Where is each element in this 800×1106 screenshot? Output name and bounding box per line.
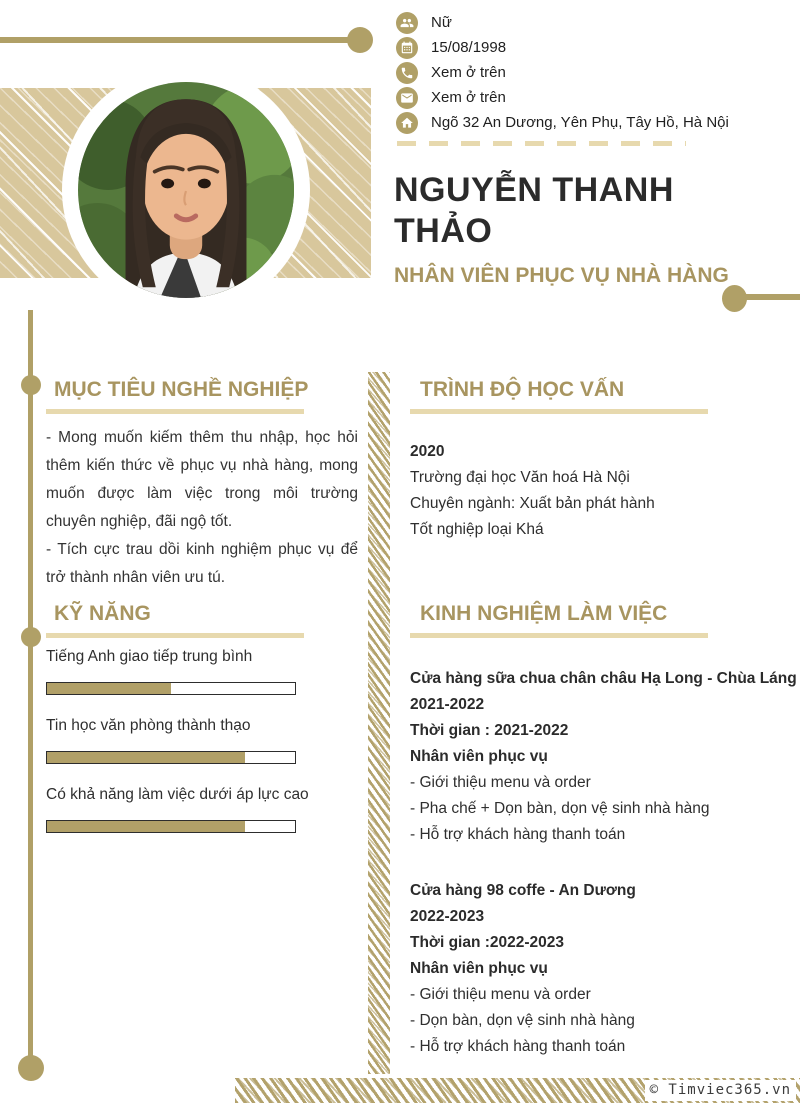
dashed-separator bbox=[397, 141, 686, 146]
job-years: 2022-2023 bbox=[410, 908, 485, 925]
objective-underline bbox=[46, 409, 304, 414]
mail-icon bbox=[396, 87, 418, 109]
contact-item-gender bbox=[396, 10, 729, 35]
job-time: Thời gian :2022-2023 bbox=[410, 934, 565, 951]
job-entry bbox=[410, 666, 797, 848]
contact-address-value: Ngõ 32 An Dương, Yên Phụ, Tây Hồ, Hà Nội bbox=[431, 114, 729, 131]
rail-dot-objective bbox=[21, 375, 41, 395]
phone-icon bbox=[396, 62, 418, 84]
job-time: Thời gian : 2021-2022 bbox=[410, 722, 569, 739]
gender-icon bbox=[396, 12, 418, 34]
top-accent-dot bbox=[347, 27, 373, 53]
skills-underline bbox=[46, 633, 304, 638]
rail-dot-bottom bbox=[18, 1055, 44, 1081]
portrait-illustration bbox=[78, 82, 294, 298]
candidate-name: NGUYỄN THANH THẢO bbox=[394, 171, 674, 250]
home-icon bbox=[396, 112, 418, 134]
skill-label: Tiếng Anh giao tiếp trung bình bbox=[46, 648, 253, 665]
top-accent-line bbox=[0, 37, 352, 43]
section-education bbox=[410, 378, 742, 543]
right-accent-line bbox=[742, 294, 800, 300]
skill-label: Tin học văn phòng thành thạo bbox=[46, 717, 251, 734]
experience-underline bbox=[410, 633, 708, 638]
skill-item bbox=[46, 646, 358, 695]
left-rail-line bbox=[28, 310, 33, 1068]
rail-dot-skills bbox=[21, 627, 41, 647]
skill-bar bbox=[46, 682, 296, 695]
column-divider-hatched bbox=[368, 372, 390, 1074]
education-major: Chuyên ngành: Xuất bản phát hành bbox=[410, 495, 655, 512]
contact-email-value: Xem ở trên bbox=[431, 89, 506, 106]
job-duty: - Pha chế + Dọn bàn, dọn vệ sinh nhà hàng bbox=[410, 800, 710, 817]
job-duty: - Hỗ trợ khách hàng thanh toán bbox=[410, 826, 626, 843]
job-years: 2021-2022 bbox=[410, 696, 485, 713]
contact-item-email bbox=[396, 85, 729, 110]
job-company: Cửa hàng sữa chua chân châu Hạ Long - Chùa Láng bbox=[410, 670, 797, 687]
contact-birthday-value: 15/08/1998 bbox=[431, 39, 507, 56]
job-company: Cửa hàng 98 coffe - An Dương bbox=[410, 882, 636, 899]
skill-item bbox=[46, 784, 358, 833]
objective-heading: MỤC TIÊU NGHỀ NGHIỆP bbox=[54, 378, 309, 401]
job-entry bbox=[410, 878, 742, 1060]
job-duty: - Giới thiệu menu và order bbox=[410, 986, 591, 1003]
education-school: Trường đại học Văn hoá Hà Nội bbox=[410, 469, 630, 486]
objective-paragraph: - Mong muốn kiếm thêm thu nhập, học hỏi thêm kiến thức về phục vụ nhà hàng, mong muốn được làm việc trong môi trường chuyên nghiệp, đãi ngộ tốt. bbox=[46, 429, 358, 530]
job-duty: - Hỗ trợ khách hàng thanh toán bbox=[410, 1038, 626, 1055]
education-year: 2020 bbox=[410, 443, 445, 460]
objective-paragraph: - Tích cực trau dồi kinh nghiệm phục vụ để trở thành nhân viên ưu tú. bbox=[46, 541, 358, 586]
contact-phone-value: Xem ở trên bbox=[431, 64, 506, 81]
skill-bar bbox=[46, 751, 296, 764]
job-role: Nhân viên phục vụ bbox=[410, 748, 548, 765]
skills-heading: KỸ NĂNG bbox=[54, 602, 151, 625]
skill-bar-fill bbox=[47, 821, 245, 832]
experience-heading: KINH NGHIỆM LÀM VIỆC bbox=[420, 602, 668, 625]
section-experience bbox=[410, 602, 797, 1060]
education-grade: Tốt nghiệp loại Khá bbox=[410, 521, 544, 538]
contact-item-address bbox=[396, 110, 729, 135]
job-role: Nhân viên phục vụ bbox=[410, 960, 548, 977]
section-objective bbox=[46, 378, 358, 592]
candidate-job-title: NHÂN VIÊN PHỤC VỤ NHÀ HÀNG bbox=[394, 264, 729, 287]
skill-bar-fill bbox=[47, 752, 245, 763]
contact-info bbox=[396, 10, 729, 135]
footer-hatch-band bbox=[235, 1078, 800, 1103]
contact-item-birthday bbox=[396, 35, 729, 60]
section-skills bbox=[46, 602, 358, 833]
site-watermark: © Timviec365.vn bbox=[645, 1080, 796, 1101]
profile-photo bbox=[78, 82, 294, 298]
education-underline bbox=[410, 409, 708, 414]
job-duty: - Dọn bàn, dọn vệ sinh nhà hàng bbox=[410, 1012, 635, 1029]
profile-photo-ring bbox=[62, 66, 310, 314]
skill-bar bbox=[46, 820, 296, 833]
skill-bar-fill bbox=[47, 683, 171, 694]
calendar-icon bbox=[396, 37, 418, 59]
job-duty: - Giới thiệu menu và order bbox=[410, 774, 591, 791]
skill-item bbox=[46, 715, 358, 764]
contact-item-phone bbox=[396, 60, 729, 85]
contact-gender-value: Nữ bbox=[431, 14, 452, 31]
skill-label: Có khả năng làm việc dưới áp lực cao bbox=[46, 786, 309, 803]
education-heading: TRÌNH ĐỘ HỌC VẤN bbox=[420, 378, 625, 401]
